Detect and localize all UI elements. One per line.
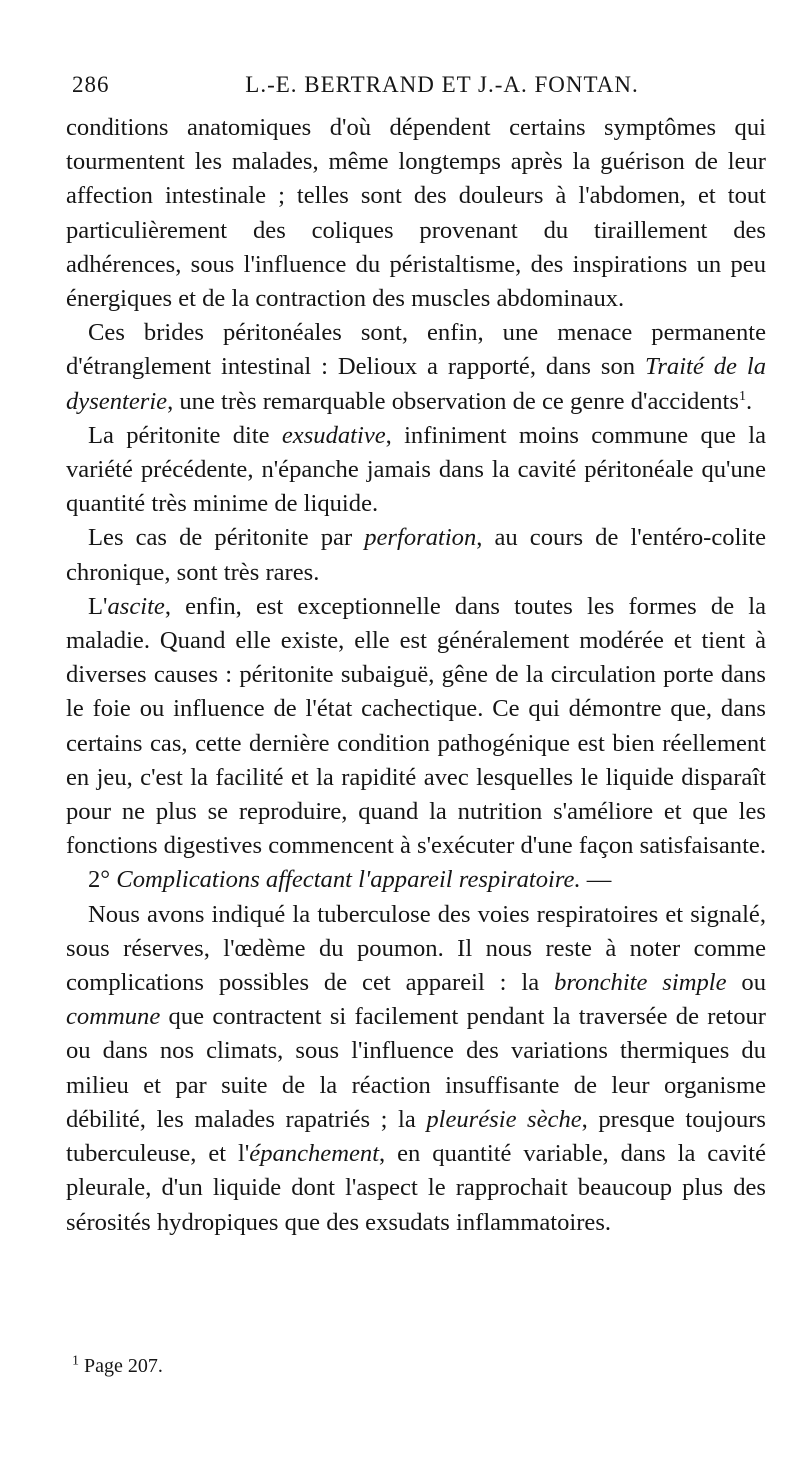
emphasis-term: épanchement: [249, 1140, 380, 1168]
section-dash: —: [580, 866, 612, 894]
emphasis-term: commune: [66, 1003, 161, 1031]
paragraph-text: , infiniment moins commune que la variété précédente, n'épanche jamais dans la cavité péritonéale qu'une quantité très minime de liquide.: [66, 421, 766, 518]
paragraph-text: Les cas de péritonite par: [88, 524, 365, 552]
book-title: Traité de la dysenterie: [66, 353, 766, 415]
paragraph-text: , presque toujours tuberculeuse, et l': [66, 1105, 766, 1168]
paragraph-text: Ces brides péritonéales sont, enfin, une menace permanente d'étranglement intestinal : Delioux a rapporté, dans son: [66, 319, 766, 381]
section-number: 2°: [88, 866, 111, 894]
page-header: [72, 66, 772, 106]
paragraph-text: , enfin, est exceptionnelle dans toutes les formes de la maladie. Quand elle existe, elle est généralement modérée et tient à diverses causes : péritonite subaiguë, gêne de la circulation porte dans le foie ou influence de l'état cachectique. Ce qui démontre que, dans certains cas, cette dernière condition pathogénique est bien réellement en jeu, c'est la facilité et la rapidité avec lesquelles le liquide disparaît pour ne plus se reproduire, quand la nutrition s'améliore et que les fonctions digestives commencent à s'exécuter d'une façon satisfaisante.: [66, 592, 766, 860]
footnote: [72, 1355, 163, 1378]
paragraph-text: , une très remarquable observation de ce genre d'accidents: [167, 387, 739, 415]
paragraph-text: .: [745, 387, 753, 415]
paragraph-text: L': [88, 592, 108, 620]
section-subheading: [66, 863, 766, 897]
paragraph-perforation: [66, 521, 766, 589]
paragraph-respiratoire: [66, 898, 766, 1240]
paragraph-ascite: [66, 590, 766, 864]
paragraph-text: que contractent si facilement pendant la traversée de retour ou dans nos climats, sous l'influence des variations thermiques du milieu et par suite de la réaction insuffisante de leur organisme débilité, les malades rapatriés ; la: [66, 1003, 766, 1133]
body-text: [66, 111, 766, 1240]
page-number: 286: [72, 72, 110, 97]
emphasis-term: bronchite simple: [554, 969, 727, 997]
paragraph-text: conditions anatomiques d'où dépendent certains symptômes qui tourmentent les malades, même longtemps après la guérison de leur affection intestinale ; telles sont des douleurs à l'abdomen, et tout particulièrement des coliques provenant du tiraillement des adhérences, sous l'influence du péristaltisme, des inspirations un peu énergiques et de la contraction des muscles abdominaux.: [66, 114, 766, 313]
paragraph-brides: [66, 316, 766, 419]
emphasis-term: pleurésie sèche: [426, 1105, 582, 1133]
paragraph-exsudative: [66, 419, 766, 522]
paragraph-text: , au cours de l'entéro-colite chronique, sont très rares.: [66, 524, 766, 586]
paragraph-text: La péritonite dite: [88, 421, 282, 449]
section-title: Complications affectant l'appareil respiratoire.: [116, 866, 581, 894]
paragraph-text: ou: [726, 969, 767, 997]
footnote-reference[interactable]: 1: [738, 388, 746, 404]
paragraph-text: , en quantité variable, dans la cavité pleurale, d'un liquide dont l'aspect le rapprochait beaucoup plus des sérosités hydropiques que des exsudats inflammatoires.: [66, 1140, 766, 1236]
emphasis-term: exsudative: [281, 421, 386, 449]
paragraph-text: Nous avons indiqué la tuberculose des voies respiratoires et signalé, sous réserves, l'œdème du poumon. Il nous reste à noter comme complications possibles de cet appareil : la: [66, 900, 766, 997]
footnote-text: Page 207.: [84, 1355, 163, 1377]
emphasis-term: ascite: [107, 592, 165, 620]
paragraph-continuation: [66, 111, 766, 316]
emphasis-term: perforation: [364, 524, 477, 552]
footnote-mark: 1: [72, 1353, 79, 1369]
running-head: L.-E. BERTRAND ET J.-A. FONTAN.: [245, 72, 639, 97]
